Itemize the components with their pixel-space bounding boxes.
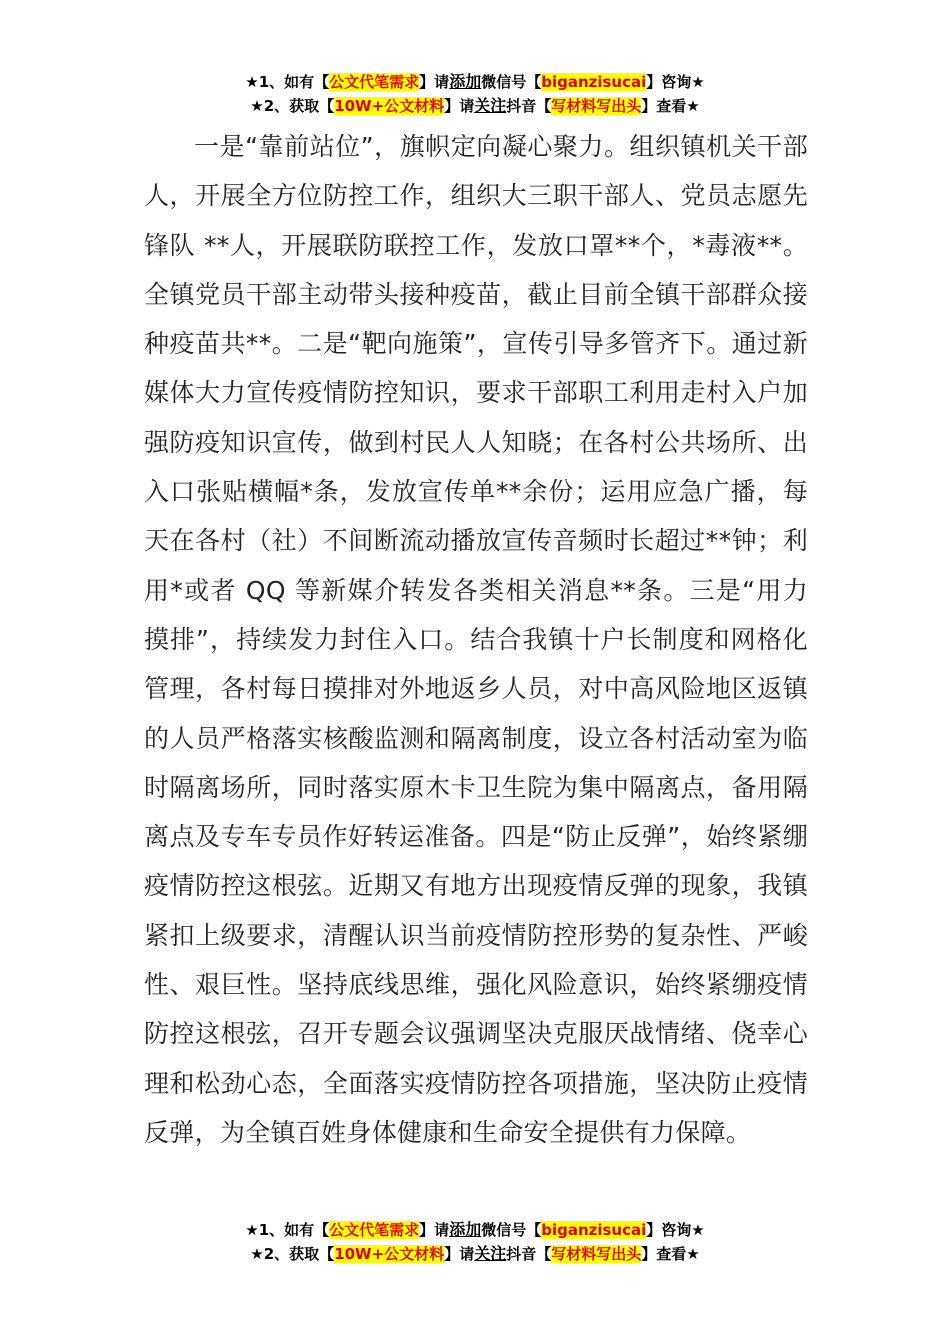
highlight-douyin-account: 写材料写出头 bbox=[551, 97, 642, 115]
emphasis-add: 添加 bbox=[449, 72, 482, 91]
footer-banner bbox=[0, 1218, 950, 1266]
banner-text: 抖音【 bbox=[506, 97, 552, 115]
highlight-wechat-id: biganzisucai bbox=[541, 1221, 647, 1239]
highlight-ghostwriting: 公文代笔需求 bbox=[329, 1221, 420, 1239]
banner-text: 抖音【 bbox=[506, 1245, 552, 1263]
banner-text: 】咨询★ bbox=[646, 73, 705, 91]
footer-line-2 bbox=[0, 1242, 950, 1266]
highlight-douyin-account: 写材料写出头 bbox=[551, 1245, 642, 1263]
emphasis-add: 添加 bbox=[449, 1220, 482, 1239]
header-line-2 bbox=[0, 94, 950, 118]
highlight-wechat-id: biganzisucai bbox=[541, 73, 647, 91]
banner-text: 】请 bbox=[419, 1221, 450, 1239]
banner-text: 】查看★ bbox=[641, 1245, 700, 1263]
banner-text: ★2、获取【 bbox=[250, 97, 335, 115]
emphasis-follow: 关注 bbox=[474, 96, 507, 115]
banner-text: 】请 bbox=[444, 97, 475, 115]
highlight-ghostwriting: 公文代笔需求 bbox=[329, 73, 420, 91]
highlight-materials: 10W+公文材料 bbox=[334, 97, 445, 115]
banner-text: 】查看★ bbox=[641, 97, 700, 115]
banner-text: 】请 bbox=[419, 73, 450, 91]
banner-text: 微信号【 bbox=[481, 73, 542, 91]
header-banner bbox=[0, 70, 950, 118]
banner-text: ★1、如有【 bbox=[245, 73, 330, 91]
banner-text: 】咨询★ bbox=[646, 1221, 705, 1239]
footer-line-1 bbox=[0, 1218, 950, 1242]
highlight-materials: 10W+公文材料 bbox=[334, 1245, 445, 1263]
banner-text: 】请 bbox=[444, 1245, 475, 1263]
body-paragraph: 一是“靠前站位”，旗帜定向凝心聚力。组织镇机关干部人，开展全方位防控工作，组织大三职干部人、党员志愿先锋队 **人，开展联防联控工作，发放口罩**个，*毒液**。全镇党员干部主动带头接种疫苗，截止目前全镇干部群众接种疫苗共**。二是“靶向施策”，宣传引导多管齐下。通过新媒体大力宣传疫情防控知识，要求干部职工利用走村入户加强防疫知识宣传，做到村民人人知晓；在各村公共场所、出入口张贴横幅*条，发放宣传单**余份；运用应急广播，每天在各村（社）不间断流动播放宣传音频时长超过**钟；利用*或者 QQ 等新媒介转发各类相关消息**条。三是“用力摸排”，持续发力封住入口。结合我镇十户长制度和网格化管理，各村每日摸排对外地返乡人员，对中高风险地区返镇的人员严格落实核酸监测和隔离制度，设立各村活动室为临时隔离场所，同时落实原木卡卫生院为集中隔离点，备用隔离点及专车专员作好转运准备。四是“防止反弹”，始终紧绷疫情防控这根弦。近期又有地方出现疫情反弹的现象，我镇紧扣上级要求，清醒认识当前疫情防控形势的复杂性、严峻性、艰巨性。坚持底线思维，强化风险意识，始终紧绷疫情防控这根弦，召开专题会议强调坚决克服厌战情绪、侥幸心理和松劲心态，全面落实疫情防控各项措施，坚决防止疫情反弹，为全镇百姓身体健康和生命安全提供有力保障。 bbox=[144, 132, 808, 1147]
header-line-1 bbox=[0, 70, 950, 94]
banner-text: ★2、获取【 bbox=[250, 1245, 335, 1263]
banner-text: 微信号【 bbox=[481, 1221, 542, 1239]
emphasis-follow: 关注 bbox=[474, 1244, 507, 1263]
banner-text: ★1、如有【 bbox=[245, 1221, 330, 1239]
